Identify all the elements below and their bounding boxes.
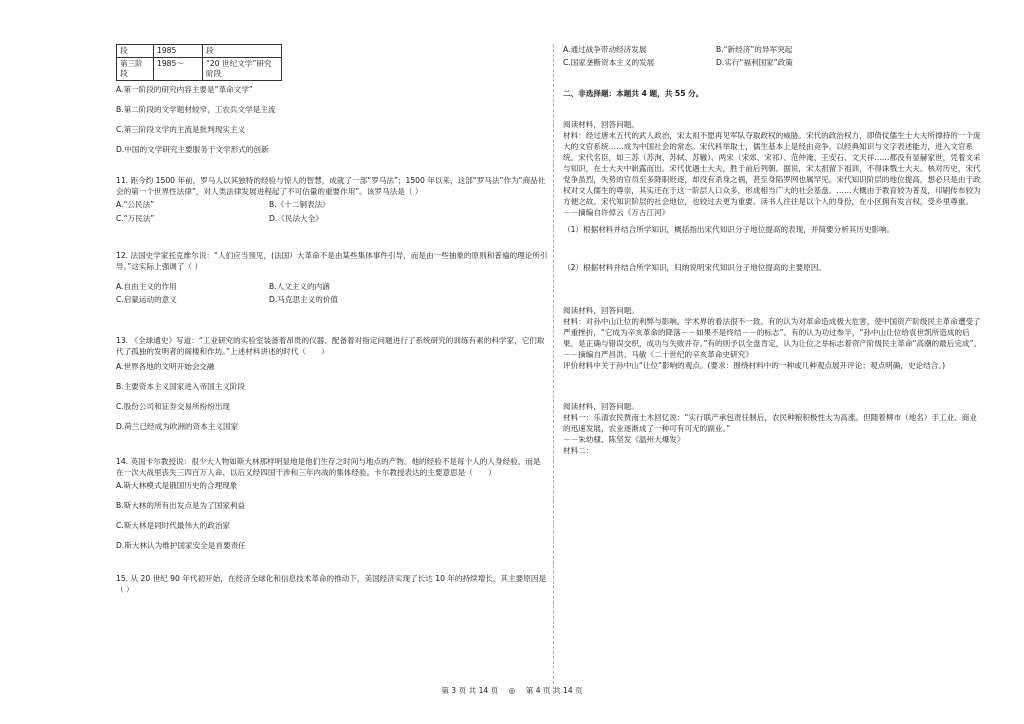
table-cell: 1985 [154,45,203,58]
question-16-source: －－摘编自许倬云《万古江河》 [563,208,670,217]
page-footer [0,685,1024,696]
right-page-number: 第 4 页 共 14 页 [525,686,583,695]
option-c: C.第三阶段文学的主流是批判现实主义 [116,125,246,134]
question-15-stem: 15. 从 20 世纪 90 年代初开始，在经济全球化和信息技术革命的推动下，美国经济实现了长达 10 年的持续增长。其主要原因是（ ） [116,574,547,594]
table-cell: 段 [203,45,282,58]
option-c: C.斯大林是同时代最伟大的政治家 [116,521,231,530]
question-16-intro: 阅读材料，回答问题。 [563,120,639,129]
table-row [117,58,282,81]
column-divider [553,44,554,694]
question-17-source: －－摘编自严昌洪、马敏《二十世纪的辛亥革命史研究》 [563,350,753,359]
question-13-stem: 13. 《全球通史》写道：“工业研究的实验室装备着昂贵的仪器、配备着对指定问题进行了系统研究的训练有素的科学家，它们取代了孤独的发明者的阁楼和作坊。”上述材料讲述的时代（ ） [116,336,545,356]
question-16-material: 材料：经过唐末五代的武人政治，宋太祖不愿再见军队夺取政权的威胁。宋代的政治权力，即倚仗儒生士大夫所撑持的一个庞大的文官系统……成为中国社会的常态。宋代科举取士，儒生基本上是经由竞争，以经典知识与文字表述能力，进入文官系统。宋代名臣，如三苏（苏洵、苏轼、苏辙）、两宋（宋郊、宋祁）、范仲淹、王安石、文天祥……都没有显赫家世，凭着文采与知识，在士大夫中崭露而出。宋代优遇士大夫，胜于前后列朝。据说，宋太祖留下祖训，不得诛戮士大夫。核对历史，宋代党争虽烈，失势的官员至多降职贬逐，却没有杀身之祸，甚至身陷罗网也属罕见。宋代知识阶层的地位提高，想必只是由于政权对文人儒生的尊崇，其实还在于这一阶层人口众多，形成相当广大的社会基盘。……大概由于教育较为普及，印刷传布较为方便之故。宋代知识阶层的社会地位，也较过去更为重要。读书人往往是以个人的身份，在小区拥有发言权，受乡里尊重。 [563,131,981,206]
option-a: A.斯大林模式是俄国历史的合理现象 [116,481,238,490]
option-a: A.通过战争带动经济发展 [563,45,647,54]
table-cell: 1985～ [154,58,203,81]
question-17-intro: 阅读材料，回答问题。 [563,306,639,315]
footer-symbol: ◎ [508,686,516,695]
option-b: B.人文主义的内涵 [269,282,330,291]
stage-table [116,44,282,81]
left-page-column [116,44,548,595]
option-d: D.马克思主义的价值 [269,295,339,304]
question-11-stem: 11. 距今约 1500 年前，罗马人以其独特的经验与惊人的智慧，成就了一部“罗马法”；1500 年以来，这部“罗马法”作为“商品社会的第一个世界性法律”，对人类法律发展进程起了不可估量的重要作用”。该罗马法是（ ） [116,176,546,196]
table-cell: “20 世纪文学”研究阶段 [203,58,282,81]
question-14-stem: 14. 英国卡尔教授说：很少大人物如斯大林那样明显地是他们生存之时间与地点的产物。他的经验不是每个人的人身经验，而是在一次大战里丧失三四百万人命、以后又经四国干涉和三年内战的集体经验。卡尔教授表达的主要意思是（ ） [116,457,541,477]
question-18-material2-label: 材料二： [563,446,594,455]
option-d: D.中国的文学研究主要服务于文学形式的创新 [116,145,269,154]
option-c: C.股份公司和证券交易所纷纷出现 [116,402,231,411]
question-17-material: 材料：对孙中山让位的利弊与影响，学术界的看法很不一致。有的认为对革命造成极大危害，使中国资产阶级民主革命遭受了严重挫折，“它成为辛亥革命的降落－－如果不是终结－－的标志”。有的认为功过参半，“孙中山让位给袁世凯所造成的后果，是正确与错误交织，成功与失败并存。”有的则予以全盘肯定，认为让位之举标志着资产阶级民主革命“高潮的最后完成”。 [563,317,982,348]
table-cell: 第三阶段 [117,58,154,81]
option-b: B.“新经济”的异军突起 [716,45,793,54]
option-a: A.世界各地的文明开始会交融 [116,362,215,371]
option-c: C.国家垄断资本主义的发展 [563,58,655,67]
table-cell: 段 [117,45,154,58]
option-c: C.启蒙运动的意义 [116,295,177,304]
table-row [117,45,282,58]
option-b: B.主要资本主义国家进入帝国主义阶段 [116,382,246,391]
left-page-number: 第 3 页 共 14 页 [441,686,499,695]
option-a: A.“公民法” [116,200,155,209]
option-a: A.第一阶段的研究内容主要是“革命文学” [116,85,253,94]
option-d: D.荷兰已经成为欧洲的资本主义国家 [116,422,239,431]
option-a: A.自由主义的作用 [116,282,177,291]
question-12-stem: 12. 法国史学家托克维尔说：“人们应当预见，(法国）大革命不是由某些集体事件引导，而是由一些抽象的原则和普遍的理论所引导。”这实际上强调了（ ） [116,251,548,271]
option-d: D.斯大林认为维护国家安全是首要责任 [116,541,246,550]
question-16-sub1: （1）根据材料并结合所学知识，概括指出宋代知识分子地位提高的表现，并简要分析其历史影响。 [563,225,895,234]
section-heading: 二、非选择题：本题共 4 题，共 55 分。 [563,89,704,98]
question-18-source: －－朱幼棣、陈坚发《温州大爆发》 [563,435,685,444]
option-b: B.斯大林的所有出发点是为了国家利益 [116,501,246,510]
option-d: D.《民法大全》 [269,214,323,223]
option-b: B.《十二铜表法》 [269,200,330,209]
option-b: B.第二阶段的文学题材较窄，工农兵文学是主流 [116,105,276,114]
question-18-intro: 阅读材料，回答问题。 [563,402,639,411]
right-page-column [563,44,983,456]
option-d: D.实行“福利国家”政策 [716,58,793,67]
question-17-task: 评价材料中关于孙中山“让位”影响的观点。(要求：围绕材料中的一种或几种观点展开评论；观点明确，史论结合。) [563,361,946,370]
question-16-sub2: （2）根据材料并结合所学知识，归纳说明宋代知识分子地位提高的主要原因。 [563,263,827,272]
option-c: C.“万民法” [116,214,155,223]
question-18-material1: 材料一：乐清农民贾南士木回忆说：“实行联产承包责任制后，农民种粮积极性大为高涨。但随着柳市（地名）手工业、商业的迅速发展，农业逐渐成了一种可有可无的副业。” [563,413,977,433]
